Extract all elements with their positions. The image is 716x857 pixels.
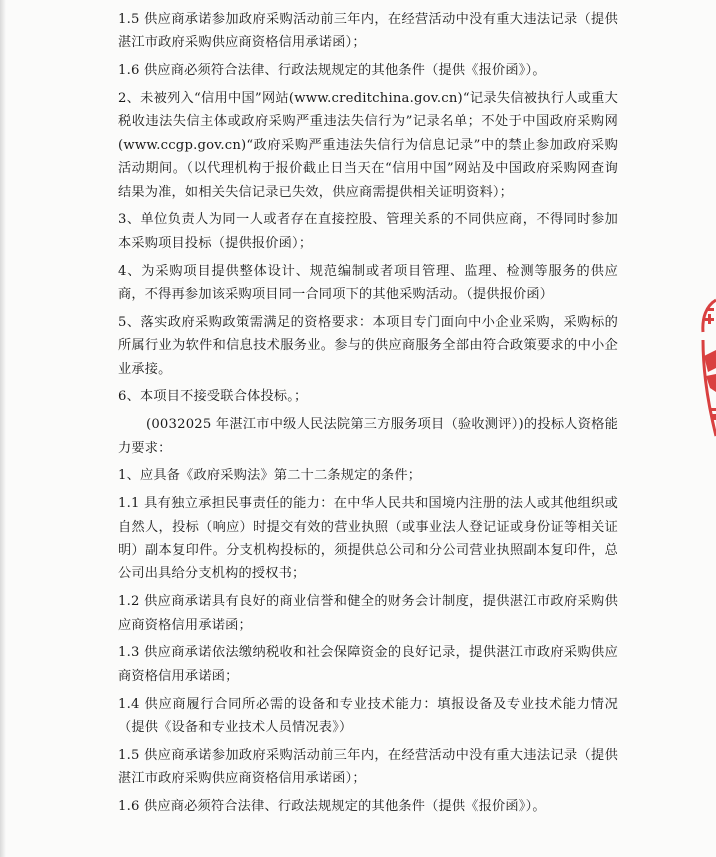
section-heading: (0032025 年湛江市中级人民法院第三方服务项目（验收测评）)的投标人资格能力要求： (118, 417, 618, 456)
paragraph: 5、落实政府采购政策需满足的资格要求：本项目专门面向中小企业采购，采购标的所属行业为软件和信息技术服务业。参与的供应商服务全部由符合政策要求的中小企业承接。 (118, 314, 618, 377)
paragraph: 1、应具备《政府采购法》第二十二条规定的条件； (118, 468, 422, 484)
paragraph: 6、本项目不接受联合体投标。； (118, 389, 308, 405)
paragraph: 4、为采购项目提供整体设计、规范编制或者项目管理、监理、检测等服务的供应商，不得再参加该采购项目同一合同项下的其他采购活动。（提供报价函） (118, 263, 618, 303)
paragraph: 1.5 供应商承诺参加政府采购活动前三年内，在经营活动中没有重大违法记录（提供湛江市政府采购供应商资格信用承诺函）； (118, 12, 618, 51)
red-seal-icon (694, 296, 716, 446)
scan-edge (0, 0, 6, 857)
paragraph: 2、未被列入“信用中国”网站(www.creditchina.gov.cn)“记录失信被执行人或重大税收违法失信主体或政府采购严重违法失信行为”记录名单；不处于中国政府采购网(www.ccgp.gov.cn)“政府采购严重违法失信行为信息记录”中的禁止参加政府采购活动期间。（以代理机构于报价截止日当天在“信用中国”网站及中国政府采购网查询结果为准，如相关失信记录已失效，供应商需提供相关证明资料）； (118, 91, 618, 200)
paragraph: 1.6 供应商必须符合法律、行政法规规定的其他条件（提供《报价函》）。 (118, 63, 546, 79)
paragraph: 3、单位负责人为同一人或者存在直接控股、管理关系的不同供应商，不得同时参加本采购项目投标（提供报价函）； (118, 212, 618, 251)
paragraph: 1.3 供应商承诺依法缴纳税收和社会保障资金的良好记录，提供湛江市政府采购供应商资格信用承诺函； (118, 645, 618, 684)
document-body (118, 8, 618, 823)
paragraph: 1.2 供应商承诺具有良好的商业信誉和健全的财务会计制度，提供湛江市政府采购供应商资格信用承诺函； (118, 594, 618, 633)
paragraph: 1.4 供应商履行合同所必需的设备和专业技术能力：填报设备及专业技术能力情况（提供《设备和专业技术人员情况表》） (118, 696, 618, 736)
paragraph: 1.6 供应商必须符合法律、行政法规规定的其他条件（提供《报价函》）。 (118, 799, 546, 815)
paragraph: 1.5 供应商承诺参加政府采购活动前三年内，在经营活动中没有重大违法记录（提供湛江市政府采购供应商资格信用承诺函）； (118, 747, 618, 787)
paragraph: 1.1 具有独立承担民事责任的能力：在中华人民共和国境内注册的法人或其他组织或自然人，投标（响应）时提交有效的营业执照（或事业法人登记证或身份证等相关证明）副本复印件。分支机构投标的，须提供总公司和分公司营业执照副本复印件，总公司出具给分支机构的授权书； (118, 496, 618, 582)
